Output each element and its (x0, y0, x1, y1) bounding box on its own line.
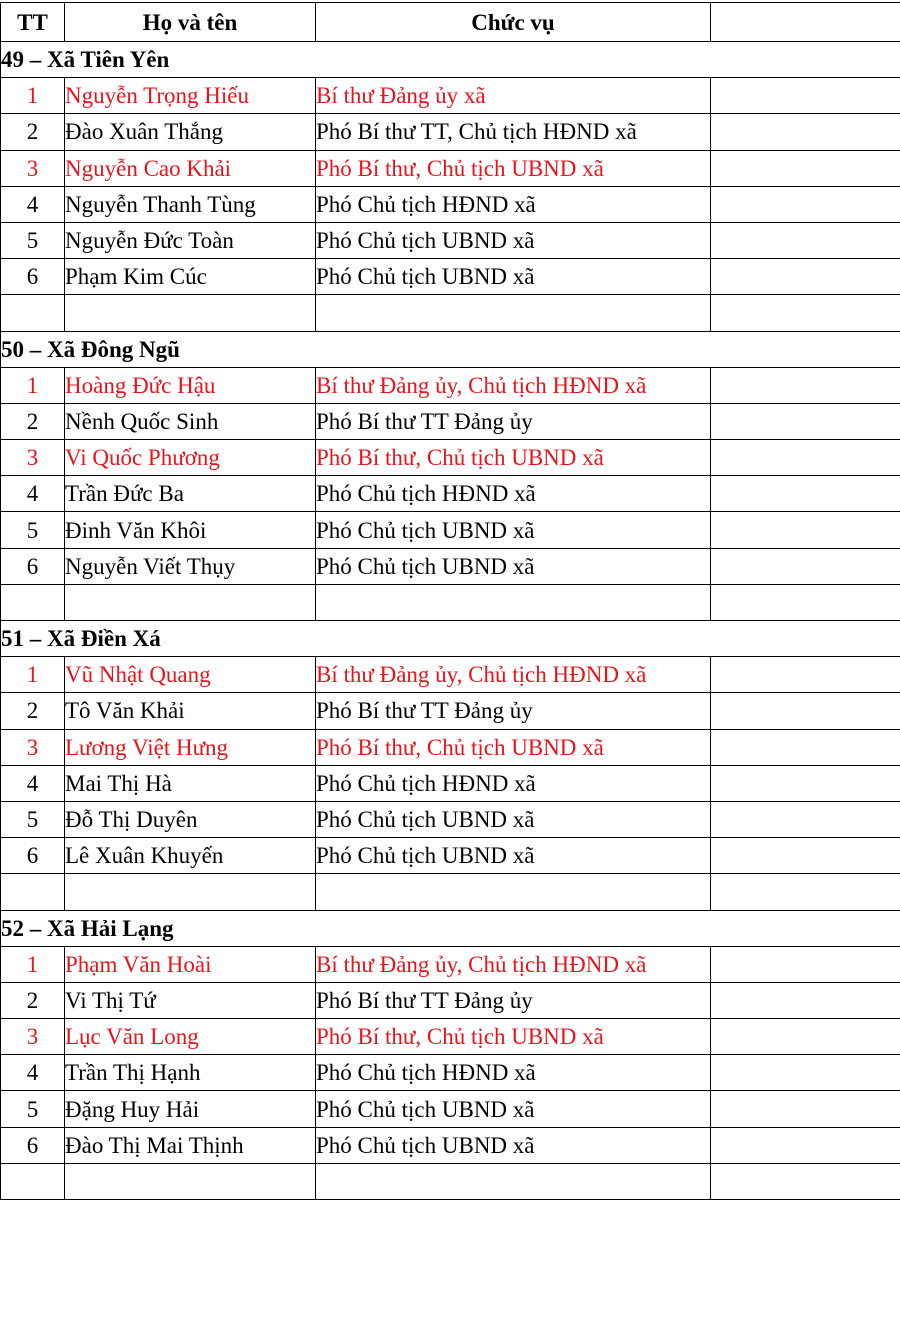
spacer-cell-position (316, 1163, 711, 1199)
person-position: Phó Bí thư TT Đảng ủy (316, 403, 711, 439)
row-note (711, 982, 900, 1018)
person-name: Đỗ Thị Duyên (65, 801, 316, 837)
table-row (1, 657, 900, 693)
officials-table (0, 2, 900, 1200)
table-row (1, 1055, 900, 1091)
row-number: 2 (1, 982, 65, 1018)
row-note (711, 1091, 900, 1127)
row-number: 3 (1, 440, 65, 476)
group-title: 49 – Xã Tiên Yên (1, 42, 900, 78)
header-tt: TT (1, 3, 65, 42)
table-row (1, 693, 900, 729)
person-name: Hoàng Đức Hậu (65, 367, 316, 403)
person-name: Lương Việt Hưng (65, 729, 316, 765)
group-header-row (1, 42, 900, 78)
spacer-cell-position (316, 584, 711, 620)
spacer-cell-name (65, 295, 316, 331)
person-position: Phó Chủ tịch UBND xã (316, 1091, 711, 1127)
row-number: 6 (1, 259, 65, 295)
header-name: Họ và tên (65, 3, 316, 42)
spacer-cell-name (65, 1163, 316, 1199)
group-header-row (1, 331, 900, 367)
table-body (1, 42, 900, 1200)
person-position: Bí thư Đảng ủy xã (316, 78, 711, 114)
person-position: Phó Bí thư, Chủ tịch UBND xã (316, 1019, 711, 1055)
spacer-cell-note (711, 1163, 900, 1199)
table-row (1, 440, 900, 476)
spacer-cell-name (65, 584, 316, 620)
row-number: 2 (1, 403, 65, 439)
person-position: Phó Chủ tịch HĐND xã (316, 476, 711, 512)
row-note (711, 259, 900, 295)
group-title: 51 – Xã Điền Xá (1, 621, 900, 657)
row-note (711, 150, 900, 186)
row-note (711, 765, 900, 801)
person-position: Phó Bí thư TT Đảng ủy (316, 693, 711, 729)
row-note (711, 946, 900, 982)
person-name: Nguyễn Viết Thụy (65, 548, 316, 584)
table-row (1, 729, 900, 765)
table-row (1, 765, 900, 801)
table-row (1, 548, 900, 584)
row-number: 5 (1, 801, 65, 837)
person-name: Phạm Kim Cúc (65, 259, 316, 295)
row-note (711, 476, 900, 512)
table-row (1, 78, 900, 114)
person-position: Phó Bí thư, Chủ tịch UBND xã (316, 729, 711, 765)
person-position: Phó Chủ tịch UBND xã (316, 801, 711, 837)
row-note (711, 114, 900, 150)
table-row (1, 1127, 900, 1163)
group-header-row (1, 621, 900, 657)
person-name: Lục Văn Long (65, 1019, 316, 1055)
person-name: Nguyễn Đức Toàn (65, 222, 316, 258)
spacer-row (1, 295, 900, 331)
row-number: 6 (1, 838, 65, 874)
person-position: Phó Chủ tịch UBND xã (316, 838, 711, 874)
person-name: Phạm Văn Hoài (65, 946, 316, 982)
spacer-cell-position (316, 874, 711, 910)
person-position: Phó Chủ tịch UBND xã (316, 1127, 711, 1163)
row-number: 1 (1, 78, 65, 114)
row-note (711, 78, 900, 114)
person-name: Trần Đức Ba (65, 476, 316, 512)
header-position: Chức vụ (316, 3, 711, 42)
person-name: Đào Xuân Thắng (65, 114, 316, 150)
row-note (711, 548, 900, 584)
spacer-row (1, 584, 900, 620)
table-row (1, 222, 900, 258)
row-number: 1 (1, 657, 65, 693)
table-row (1, 1019, 900, 1055)
spacer-cell-tt (1, 1163, 65, 1199)
person-position: Phó Bí thư, Chủ tịch UBND xã (316, 440, 711, 476)
person-position: Phó Bí thư TT, Chủ tịch HĐND xã (316, 114, 711, 150)
person-name: Đinh Văn Khôi (65, 512, 316, 548)
person-name: Lê Xuân Khuyến (65, 838, 316, 874)
person-position: Phó Chủ tịch HĐND xã (316, 765, 711, 801)
table-row (1, 186, 900, 222)
table-row (1, 512, 900, 548)
group-title: 52 – Xã Hải Lạng (1, 910, 900, 946)
row-number: 3 (1, 729, 65, 765)
row-number: 5 (1, 222, 65, 258)
row-number: 5 (1, 1091, 65, 1127)
table-row (1, 801, 900, 837)
spacer-cell-position (316, 295, 711, 331)
spacer-row (1, 874, 900, 910)
row-number: 6 (1, 1127, 65, 1163)
table-row (1, 1091, 900, 1127)
table-row (1, 403, 900, 439)
row-note (711, 729, 900, 765)
table-row (1, 946, 900, 982)
spacer-cell-tt (1, 874, 65, 910)
spacer-cell-note (711, 584, 900, 620)
row-number: 3 (1, 1019, 65, 1055)
table-header-row (1, 3, 900, 42)
person-position: Phó Bí thư TT Đảng ủy (316, 982, 711, 1018)
table-row (1, 838, 900, 874)
person-name: Đặng Huy Hải (65, 1091, 316, 1127)
row-number: 2 (1, 693, 65, 729)
header-note (711, 3, 900, 42)
spacer-cell-tt (1, 295, 65, 331)
person-position: Phó Bí thư, Chủ tịch UBND xã (316, 150, 711, 186)
person-name: Trần Thị Hạnh (65, 1055, 316, 1091)
person-name: Mai Thị Hà (65, 765, 316, 801)
row-note (711, 838, 900, 874)
row-number: 5 (1, 512, 65, 548)
spacer-cell-tt (1, 584, 65, 620)
person-position: Phó Chủ tịch UBND xã (316, 548, 711, 584)
row-note (711, 1019, 900, 1055)
row-note (711, 440, 900, 476)
person-position: Phó Chủ tịch HĐND xã (316, 1055, 711, 1091)
person-name: Vũ Nhật Quang (65, 657, 316, 693)
row-number: 4 (1, 1055, 65, 1091)
person-name: Đào Thị Mai Thịnh (65, 1127, 316, 1163)
spacer-row (1, 1163, 900, 1199)
row-note (711, 512, 900, 548)
row-number: 3 (1, 150, 65, 186)
person-name: Nguyễn Thanh Tùng (65, 186, 316, 222)
table-row (1, 476, 900, 512)
row-note (711, 693, 900, 729)
person-position: Bí thư Đảng ủy, Chủ tịch HĐND xã (316, 657, 711, 693)
person-position: Bí thư Đảng ủy, Chủ tịch HĐND xã (316, 946, 711, 982)
row-number: 6 (1, 548, 65, 584)
person-position: Phó Chủ tịch HĐND xã (316, 186, 711, 222)
person-name: Vi Quốc Phương (65, 440, 316, 476)
row-number: 1 (1, 367, 65, 403)
person-name: Nguyễn Cao Khải (65, 150, 316, 186)
row-note (711, 367, 900, 403)
row-number: 2 (1, 114, 65, 150)
row-note (711, 801, 900, 837)
row-number: 4 (1, 765, 65, 801)
person-position: Phó Chủ tịch UBND xã (316, 512, 711, 548)
table-row (1, 150, 900, 186)
row-note (711, 222, 900, 258)
person-position: Phó Chủ tịch UBND xã (316, 222, 711, 258)
table-row (1, 114, 900, 150)
row-note (711, 186, 900, 222)
table-row (1, 367, 900, 403)
person-name: Vi Thị Tứ (65, 982, 316, 1018)
row-note (711, 1127, 900, 1163)
row-note (711, 1055, 900, 1091)
row-note (711, 403, 900, 439)
spacer-cell-name (65, 874, 316, 910)
table-row (1, 982, 900, 1018)
table-row (1, 259, 900, 295)
person-position: Bí thư Đảng ủy, Chủ tịch HĐND xã (316, 367, 711, 403)
row-number: 4 (1, 186, 65, 222)
row-number: 4 (1, 476, 65, 512)
person-name: Tô Văn Khải (65, 693, 316, 729)
spacer-cell-note (711, 874, 900, 910)
person-position: Phó Chủ tịch UBND xã (316, 259, 711, 295)
person-name: Nguyễn Trọng Hiếu (65, 78, 316, 114)
row-note (711, 657, 900, 693)
spacer-cell-note (711, 295, 900, 331)
group-title: 50 – Xã Đông Ngũ (1, 331, 900, 367)
person-name: Nềnh Quốc Sinh (65, 403, 316, 439)
group-header-row (1, 910, 900, 946)
row-number: 1 (1, 946, 65, 982)
